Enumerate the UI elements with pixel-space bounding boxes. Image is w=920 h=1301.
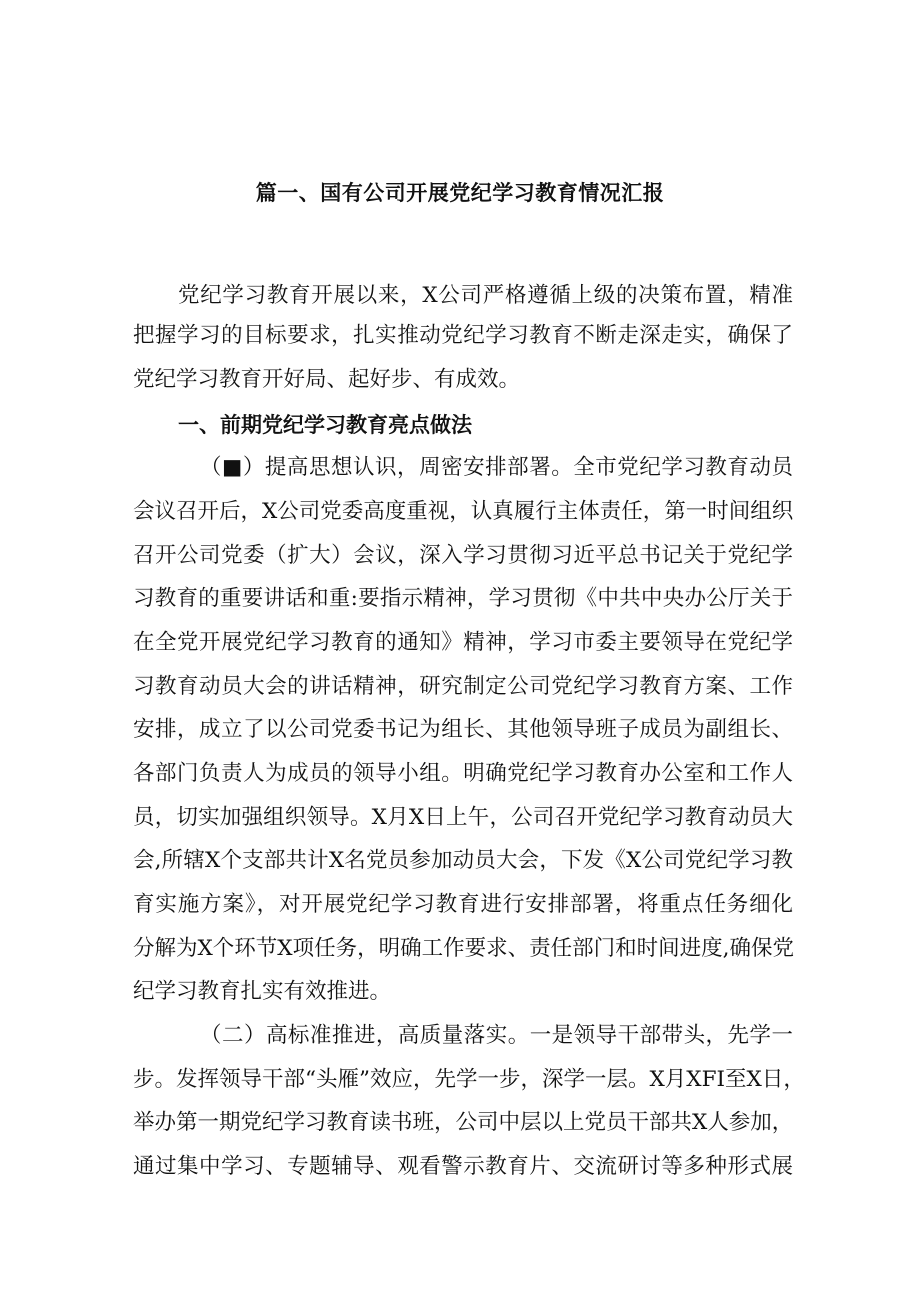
paragraph-line: 在全党开展党纪学习教育的通知》精神，学习市委主要领导在党纪学 <box>133 630 793 655</box>
paragraph-line: 各部门负责人为成员的领导小组。明确党纪学习教育办公室和工作人 <box>133 761 793 786</box>
paragraph-line: 员，切实加强组织领导。X月X日上午，公司召开党纪学习教育动员大 <box>133 805 793 830</box>
paragraph-line: （■）提高思想认识，周密安排部署。全市党纪学习教育动员 <box>200 455 793 480</box>
paragraph-line: 分解为X个环节X项任务，明确工作要求、责任部门和时间进度,确保党 <box>133 936 794 961</box>
paragraph-line: 党纪学习教育开好局、起好步、有成效。 <box>133 367 521 392</box>
paragraph-line: 步。发挥领导干部“头雁”效应，先学一步，深学一层。X月XFI至X日， <box>133 1067 805 1092</box>
paragraph-line: 举办第一期党纪学习教育读书班，公司中层以上党员干部共X人参加， <box>133 1110 794 1135</box>
paragraph-line: 会议召开后，X公司党委高度重视，认真履行主体责任，第一时间组织 <box>133 499 794 524</box>
paragraph-line: 纪学习教育扎实有效推进。 <box>133 979 392 1004</box>
paragraph-line: 通过集中学习、专题辅导、观看警示教育片、交流研讨等多种形式展 <box>133 1154 793 1179</box>
paragraph-line: 育实施方案》，对开展党纪学习教育进行安排部署，将重点任务细化 <box>133 892 793 917</box>
section-heading: 一、前期党纪学习教育亮点做法 <box>178 413 472 437</box>
document-title: 篇一、国有公司开展党纪学习教育情况汇报 <box>255 181 665 205</box>
paragraph-line: 习教育的重要讲话和重:要指示精神，学习贯彻《中共中央办公厅关于 <box>133 586 793 611</box>
paragraph-line: 党纪学习教育开展以来，X公司严格遵循上级的决策布置，精准 <box>178 283 793 308</box>
paragraph-line: 习教育动员大会的讲话精神，研究制定公司党纪学习教育方案、工作 <box>133 674 793 699</box>
paragraph-line: 召开公司党委（扩大）会议，深入学习贯彻习近平总书记关于党纪学 <box>133 543 793 568</box>
paragraph-line: 把握学习的目标要求，扎实推动党纪学习教育不断走深走实，确保了 <box>133 323 793 348</box>
paragraph-line: 安排，成立了以公司党委书记为组长、其他领导班子成员为副组长、 <box>133 717 793 742</box>
paragraph-line: （二）高标准推进，高质量落实。一是领导干部带头，先学一 <box>200 1023 793 1048</box>
paragraph-line: 会,所辖X个支部共计X名党员参加动员大会，下发《X公司党纪学习教 <box>133 848 793 873</box>
